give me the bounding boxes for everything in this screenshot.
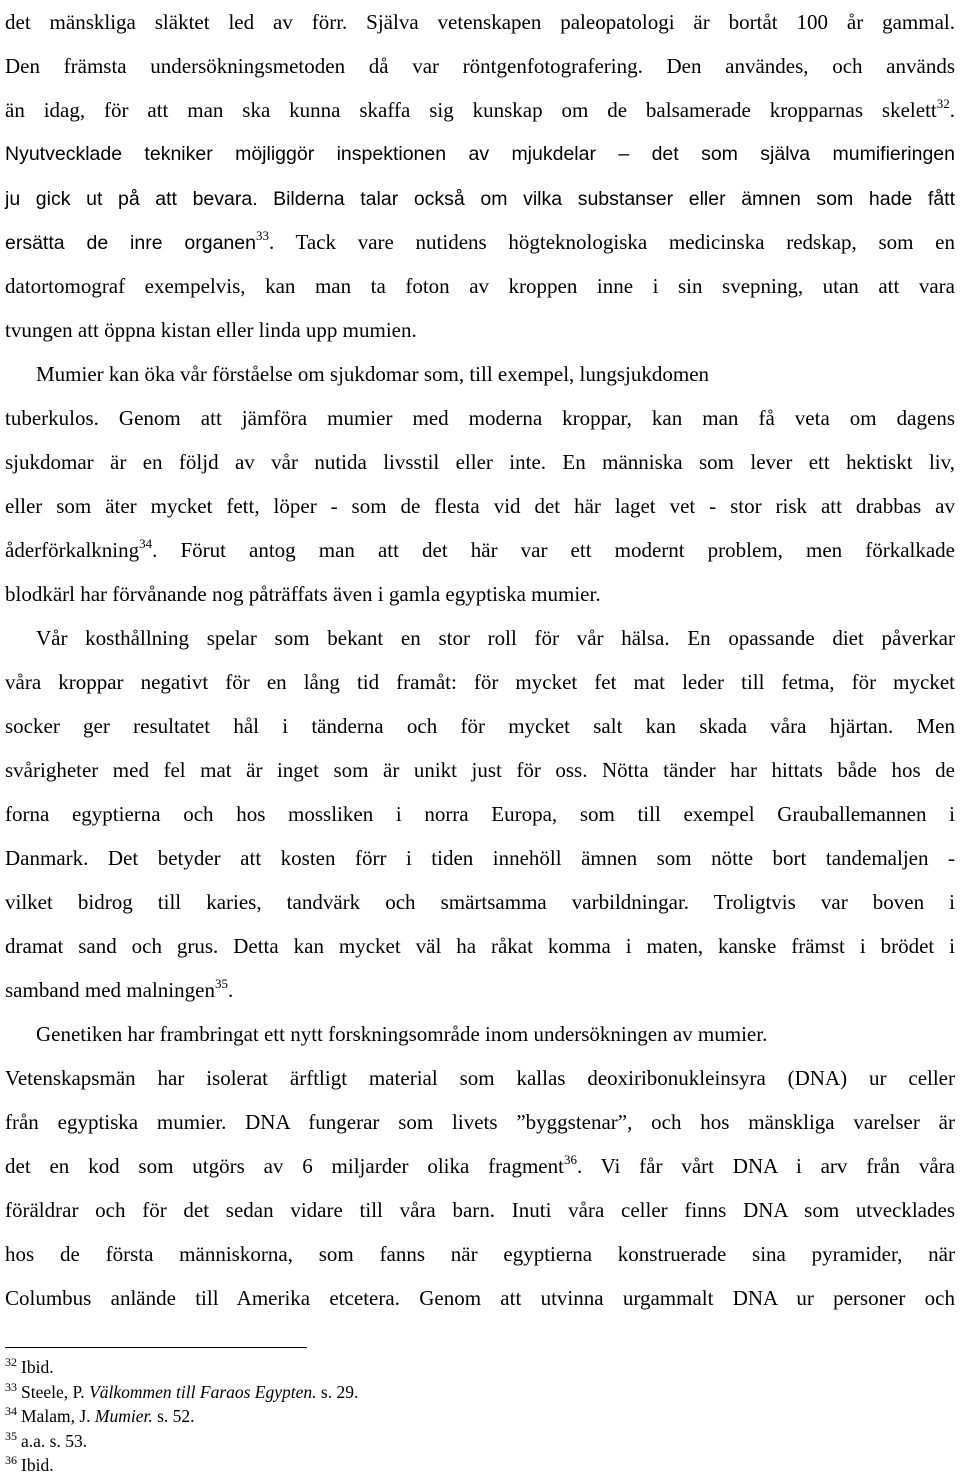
text-line: från egyptiska mumier. DNA fungerar som livets ”byggstenar”, och hos mänskliga varelser är bbox=[5, 1110, 955, 1134]
text-segment: Bilderna talar också om vilka substanser eller ämnen som hade fått bbox=[273, 188, 955, 210]
text-line: datortomograf exempelvis, kan man ta foton av kroppen inne i sin svepning, utan att vara bbox=[5, 274, 955, 298]
paragraph bbox=[5, 616, 955, 1012]
text-line: Danmark. Det betyder att kosten förr i tiden innehöll ämnen som nötte bort tandemaljen - bbox=[5, 846, 955, 870]
text-line bbox=[5, 220, 955, 264]
footnote-number: 33 bbox=[5, 1379, 17, 1394]
main-text bbox=[5, 0, 955, 1320]
text-line: Mumier kan öka vår förståelse om sjukdomar som, till exempel, lungsjukdomen bbox=[36, 362, 710, 386]
text-line: socker ger resultatet hål i tänderna och för mycket salt kan skada våra hjärtan. Men bbox=[5, 714, 955, 738]
text-line bbox=[5, 88, 955, 132]
footnote-title: Välkommen till Faraos Egypten. bbox=[89, 1381, 317, 1402]
text-line bbox=[5, 1144, 955, 1188]
text-line: Nyutvecklade tekniker möjliggör inspektionen av mjukdelar – det som själva mumifieringen bbox=[5, 143, 955, 165]
footnote-page: s. 29. bbox=[316, 1381, 359, 1402]
text-segment: ju gick ut på att bevara. bbox=[5, 188, 258, 210]
text-segment: det en kod som utgörs av 6 miljarder olika fragment bbox=[5, 1154, 564, 1178]
text-segment: samband med malningen bbox=[5, 978, 215, 1002]
footnote-text: Ibid. bbox=[21, 1455, 54, 1475]
document-page bbox=[5, 0, 955, 1320]
footnote-ref: 32 bbox=[936, 96, 950, 111]
footnote-text: a.a. s. 53. bbox=[21, 1430, 88, 1451]
footnote-ref: 35 bbox=[214, 976, 228, 991]
footnote-page: s. 52. bbox=[152, 1406, 195, 1426]
text-line bbox=[5, 176, 955, 220]
text-line: Columbus anlände till Amerika etcetera. Genom att utvinna urgammalt DNA ur personer och bbox=[5, 1286, 955, 1310]
paragraph bbox=[5, 352, 955, 616]
footnote bbox=[5, 1429, 905, 1454]
text-line: Vår kosthållning spelar som bekant en stor roll för vår hälsa. En opassande diet påverkar bbox=[36, 626, 955, 650]
text-segment: . Tack vare nutidens högteknologiska medicinska redskap, som en bbox=[268, 230, 956, 254]
text-segment: ersätta de inre organen bbox=[5, 232, 256, 254]
text-line: tuberkulos. Genom att jämföra mumier med moderna kroppar, kan man få veta om dagens bbox=[5, 406, 955, 430]
text-segment: . bbox=[227, 978, 234, 1002]
text-line: svårigheter med fel mat är inget som är unikt just för oss. Nötta tänder har hittats både hos de bbox=[5, 758, 955, 782]
text-segment: . Vi får vårt DNA i arv från våra bbox=[576, 1154, 955, 1178]
footnote-ref: 34 bbox=[139, 536, 153, 551]
text-line: vilket bidrog till karies, tandvärk och smärtsamma varbildningar. Troligtvis var boven i bbox=[5, 890, 955, 914]
text-line: tvungen att öppna kistan eller linda upp mumien. bbox=[5, 318, 417, 342]
text-line: blodkärl har förvånande nog påträffats även i gamla egyptiska mumier. bbox=[5, 582, 601, 606]
footnote bbox=[5, 1404, 905, 1429]
text-line bbox=[5, 528, 955, 572]
text-line: forna egyptierna och hos mossliken i norra Europa, som till exempel Grauballemannen i bbox=[5, 802, 955, 826]
footnote-number: 36 bbox=[5, 1453, 17, 1467]
footnote-text: Ibid. bbox=[21, 1357, 54, 1377]
text-line: Vetenskapsmän har isolerat ärftligt material som kallas deoxiribonukleinsyra (DNA) ur celler bbox=[5, 1066, 955, 1090]
footnote-number: 35 bbox=[5, 1428, 17, 1443]
footnote-separator bbox=[5, 1347, 307, 1348]
text-line: hos de första människorna, som fanns när egyptierna konstruerade sina pyramider, när bbox=[5, 1242, 955, 1266]
footnote-text: Malam, J. bbox=[21, 1406, 95, 1426]
text-line: våra kroppar negativt för en lång tid framåt: för mycket fet mat leder till fetma, för mycket bbox=[5, 670, 955, 694]
text-segment: än idag, för att man ska kunna skaffa sig kunskap om de balsamerade kropparnas skelett bbox=[5, 98, 937, 122]
text-segment: . Förut antog man att det här var ett modernt problem, men förkalkade bbox=[152, 538, 955, 562]
text-line: föräldrar och för det sedan vidare till våra barn. Inuti våra celler finns DNA som utvecklades bbox=[5, 1198, 955, 1222]
footnote bbox=[5, 1380, 905, 1405]
text-line: det mänskliga släktet led av förr. Själva vetenskapen paleopatologi är bortåt 100 år gammal. bbox=[5, 10, 955, 34]
text-line: eller som äter mycket fett, löper - som de flesta vid det här laget vet - stor risk att drabbas av bbox=[5, 494, 955, 518]
text-line: Den främsta undersökningsmetoden då var röntgenfotografering. Den användes, och används bbox=[5, 54, 955, 78]
footnote-number: 32 bbox=[5, 1355, 17, 1369]
footnote-number: 34 bbox=[5, 1404, 17, 1418]
footnotes bbox=[5, 1355, 905, 1478]
footnote-ref: 33 bbox=[255, 228, 269, 243]
paragraph bbox=[5, 0, 955, 352]
footnote-ref: 36 bbox=[563, 1152, 577, 1167]
text-line: dramat sand och grus. Detta kan mycket väl ha råkat komma i maten, kanske främst i brödet i bbox=[5, 934, 955, 958]
footnote bbox=[5, 1453, 905, 1478]
footnote-text: Steele, P. bbox=[21, 1381, 90, 1402]
text-line: Genetiken har frambringat ett nytt forskningsområde inom undersökningen av mumier. bbox=[36, 1022, 768, 1046]
footnote-title: Mumier. bbox=[94, 1406, 153, 1426]
paragraph bbox=[5, 1012, 955, 1320]
footnote bbox=[5, 1355, 905, 1380]
text-segment: åderförkalkning bbox=[5, 538, 140, 562]
text-line bbox=[5, 968, 955, 1012]
text-segment: . bbox=[949, 98, 955, 122]
text-line: sjukdomar är en följd av vår nutida livsstil eller inte. En människa som lever ett hektiskt liv, bbox=[5, 450, 955, 474]
